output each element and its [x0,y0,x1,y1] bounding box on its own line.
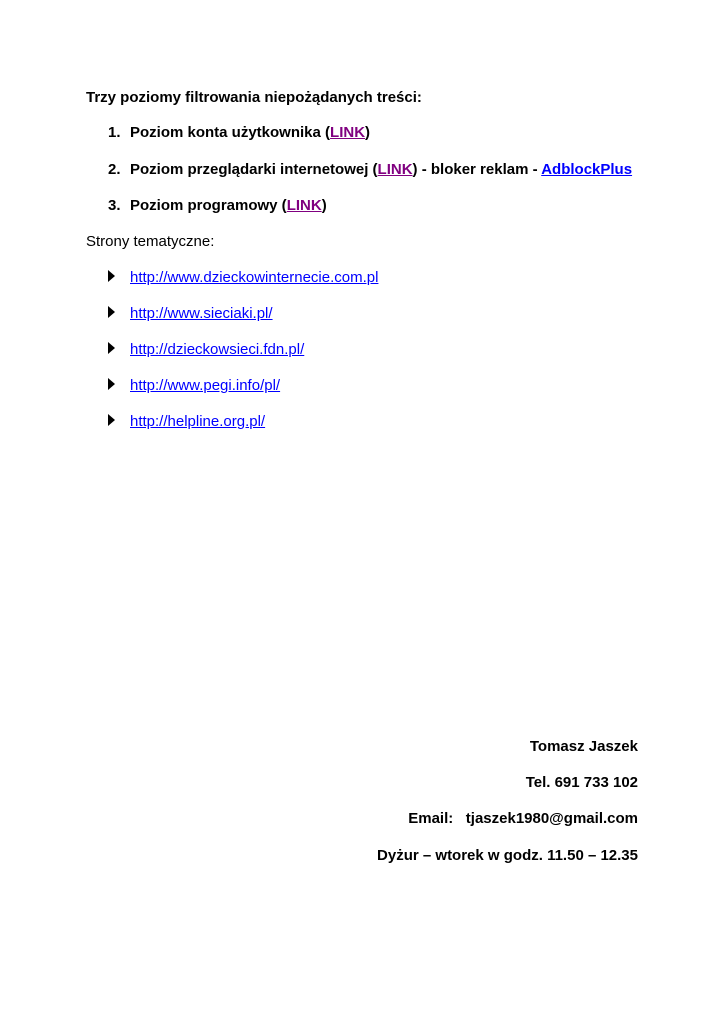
topic-list-item [130,268,378,288]
bullet-triangle-icon [108,378,115,390]
level-item-2 [108,160,632,180]
level-text-after: ) - bloker reklam - [412,161,542,178]
topic-link[interactable]: http://www.pegi.info/pl/ [130,377,281,394]
topic-link[interactable]: http://dzieckowsieci.fdn.pl/ [130,341,305,358]
bullet-triangle-icon [108,270,115,282]
email-label: Email: [408,810,454,827]
topics-heading: Strony tematyczne: [86,233,215,250]
topic-link[interactable]: http://www.sieciaki.pl/ [130,305,273,322]
level-text: Poziom programowy ( [130,197,287,214]
contact-email-line [408,809,638,829]
level-text: Poziom przeglądarki internetowej ( [130,161,378,178]
topic-link[interactable]: http://helpline.org.pl/ [130,413,266,430]
contact-phone: Tel. 691 733 102 [525,774,638,791]
level-link[interactable]: LINK [286,197,322,214]
level-text-after: ) [365,124,371,141]
level-number: 1. [108,124,121,141]
level-number: 2. [108,161,121,178]
topic-link[interactable]: http://www.dzieckowinternecie.com.pl [130,269,379,286]
level-link[interactable]: LINK [377,161,413,178]
topic-list-item [130,304,273,324]
bullet-triangle-icon [108,306,115,318]
level-number: 3. [108,197,121,214]
bullet-triangle-icon [108,414,115,426]
level-link[interactable]: LINK [330,124,366,141]
topic-list-item [130,340,304,360]
level-text-after: ) [321,197,327,214]
contact-name: Tomasz Jaszek [529,738,638,755]
contact-duty-hours: Dyżur – wtorek w godz. 11.50 – 12.35 [377,847,638,864]
bullet-triangle-icon [108,342,115,354]
level-item-3 [108,196,327,216]
topic-list-item [130,412,265,432]
level-item-1 [108,123,370,143]
adblockplus-link[interactable]: AdblockPlus [541,161,633,178]
email-address: tjaszek1980@gmail.com [465,810,638,827]
level-text: Poziom konta użytkownika ( [130,124,331,141]
filtering-heading: Trzy poziomy filtrowania niepożądanych treści: [86,89,422,106]
topic-list-item [130,376,280,396]
